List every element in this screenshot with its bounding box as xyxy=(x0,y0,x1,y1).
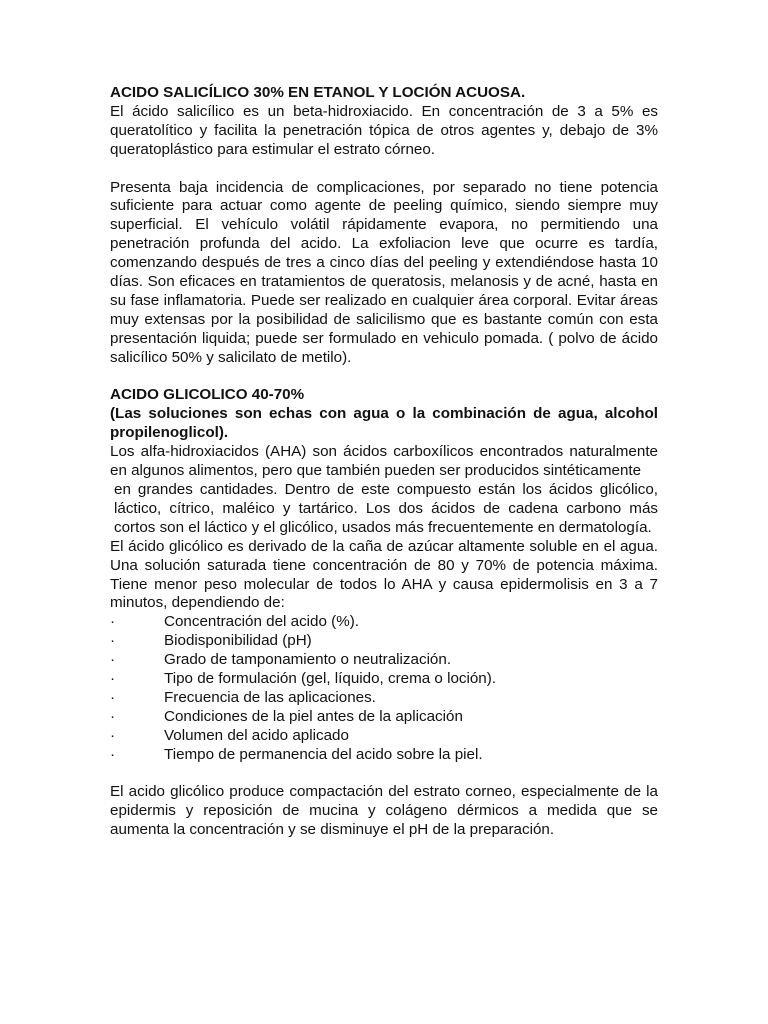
bullet-dot: · xyxy=(110,651,116,669)
list-item-text: Grado de tamponamiento o neutralización. xyxy=(164,651,452,669)
section-subheading: (Las soluciones son echas con agua o la combinación de agua, alcohol propilenoglicol). xyxy=(110,405,658,442)
list-item-text: Tipo de formulación (gel, líquido, crema o loción). xyxy=(164,670,497,688)
list-item xyxy=(110,708,658,727)
section-heading-glicolico: ACIDO GLICOLICO 40-70% xyxy=(110,386,305,404)
paragraph: en grandes cantidades. Dentro de este compuesto están los ácidos glicólico, láctico, cítrico, maléico y tartárico. Los dos ácidos de cadena carbono más cortos son el láctico y el glicólico, usados más frecuentemente en dermatología. xyxy=(114,481,658,536)
paragraph: El ácido glicólico es derivado de la caña de azúcar altamente soluble en el agua. Una solución saturada tiene concentración de 80 y 70% de potencia máxima. Tiene menor peso molecular de todos lo AHA y causa epidermolisis en 3 a 7 minutos, dependiendo de: xyxy=(110,537,658,612)
list-item xyxy=(110,746,658,765)
list-item-text: Volumen del acido aplicado xyxy=(164,726,349,744)
list-item xyxy=(110,689,658,708)
spacer xyxy=(110,160,658,179)
list-item-text: Concentración del acido (%). xyxy=(164,613,360,631)
list-item xyxy=(110,613,658,632)
section-heading-salicilico: ACIDO SALICÍLICO 30% EN ETANOL Y LOCIÓN ACUOSA. xyxy=(110,84,526,101)
bullet-dot: · xyxy=(110,745,116,763)
list-item xyxy=(110,651,658,670)
list-item-text: Condiciones de la piel antes de la aplicación xyxy=(164,707,463,725)
paragraph: Presenta baja incidencia de complicaciones, por separado no tiene potencia suficiente para actuar como agente de peeling químico, siendo siempre muy superficial. El vehículo volátil rápidamente evapora, no permitiendo una penetración profunda del acido. La exfoliacion leve que ocurre es tardía, comenzando después de tres a cinco días del peeling y extendiéndose hasta 10 días. Son eficaces en tratamientos de queratosis, melanosis y de acné, hasta en su fase inflamatoria. Puede ser realizado en cualquier área corporal. Evitar áreas muy extensas por la posibilidad de salicilismo que es bastante común con esta presentación liquida; puede ser formulado en vehiculo pomada. ( polvo de ácido salicílico 50% y salicilato de metilo). xyxy=(110,178,658,366)
bullet-dot: · xyxy=(110,707,116,725)
list-item-text: Tiempo de permanencia del acido sobre la piel. xyxy=(164,745,483,763)
list-item-text: Frecuencia de las aplicaciones. xyxy=(164,688,376,706)
list-item xyxy=(110,670,658,689)
list-item xyxy=(110,632,658,651)
bullet-dot: · xyxy=(110,613,116,631)
bullet-dot: · xyxy=(110,726,116,744)
paragraph: El acido glicólico produce compactación del estrato corneo, especialmente de la epidermis y reposición de mucina y colágeno dérmicos a medida que se aumenta la concentración y se disminuye el pH de la preparación. xyxy=(110,783,658,839)
bullet-dot: · xyxy=(110,632,116,650)
bullet-list xyxy=(110,613,658,764)
list-item-text: Biodisponibilidad (pH) xyxy=(164,632,312,650)
paragraph: Los alfa-hidroxiacidos (AHA) son ácidos carboxílicos encontrados naturalmente en algunos alimentos, pero que también pueden ser producidos sintéticamente xyxy=(110,443,658,480)
paragraph: El ácido salicílico es un beta-hidroxiacido. En concentración de 3 a 5% es queratolítico y facilita la penetración tópica de otros agentes y, debajo de 3% queratoplástico para estimular el estrato córneo. xyxy=(110,102,658,158)
bullet-dot: · xyxy=(110,670,116,688)
bullet-dot: · xyxy=(110,688,116,706)
document-page xyxy=(110,84,658,840)
spacer xyxy=(110,368,658,387)
list-item xyxy=(110,727,658,746)
spacer xyxy=(110,765,658,784)
